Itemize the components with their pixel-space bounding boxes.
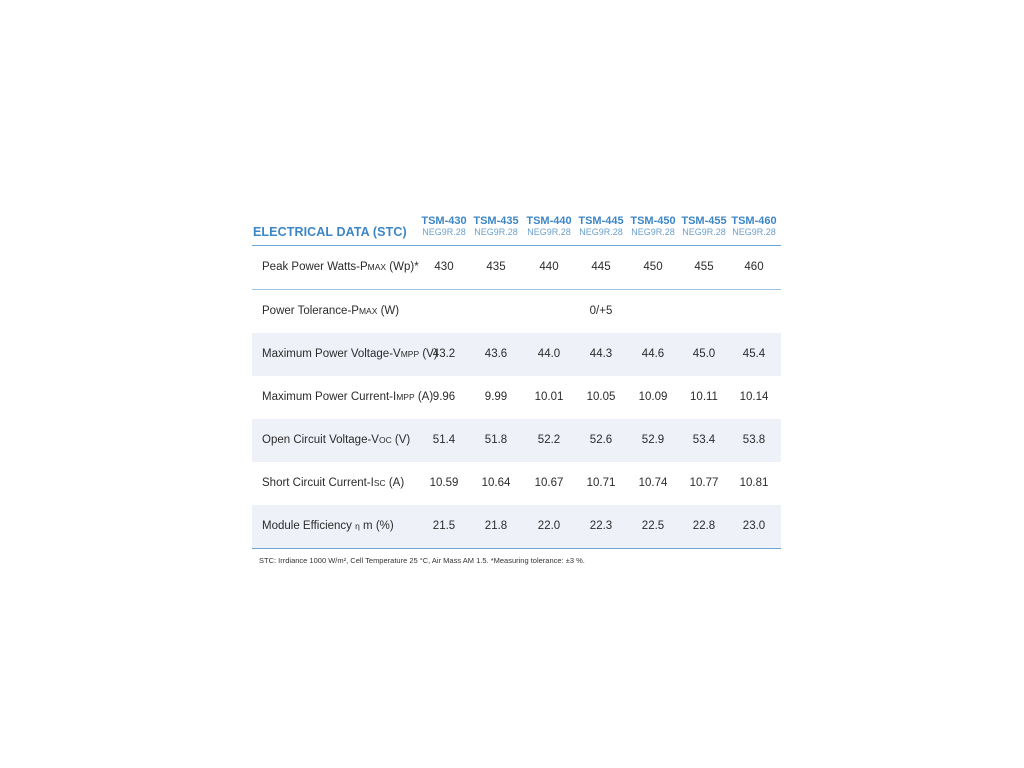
table-cell: 10.81 <box>739 477 769 489</box>
table-row <box>252 505 781 548</box>
table-cell: 45.0 <box>692 348 716 360</box>
table-cell: 44.6 <box>641 348 665 360</box>
row-label-subscript: OC <box>378 435 392 445</box>
table-cell: 22.8 <box>692 520 716 532</box>
model-name: TSM-445 <box>578 215 624 227</box>
table-row <box>252 376 781 419</box>
model-name: TSM-440 <box>526 215 572 227</box>
table-cell: 23.0 <box>742 520 766 532</box>
row-label-text: Maximum Power Voltage-V <box>262 348 401 360</box>
model-name: TSM-455 <box>681 215 727 227</box>
table-cell: 10.05 <box>586 391 616 403</box>
row-label-text: Maximum Power Current-I <box>262 391 397 403</box>
row-label-subscript: η <box>355 521 360 531</box>
table-header <box>252 213 781 246</box>
row-label-text: Peak Power Watts-P <box>262 261 368 273</box>
table-cell: 22.5 <box>641 520 665 532</box>
table-cell: 10.59 <box>429 477 459 489</box>
table-cell-spanned: 0/+5 <box>589 305 613 317</box>
row-label <box>262 505 394 548</box>
table-cell: 455 <box>694 261 714 273</box>
table-cell: 45.4 <box>742 348 766 360</box>
table-cell: 44.0 <box>537 348 561 360</box>
table-cell: 440 <box>539 261 559 273</box>
row-label-subscript: MAX <box>358 306 378 316</box>
table-cell: 53.4 <box>692 434 716 446</box>
row-label-unit: (A) <box>414 391 434 403</box>
row-label <box>262 290 399 333</box>
table-cell: 52.9 <box>641 434 665 446</box>
row-label-text: Open Circuit Voltage-V <box>262 434 379 446</box>
table-cell: 9.96 <box>432 391 456 403</box>
model-header <box>574 215 628 238</box>
table-cell: 460 <box>744 261 764 273</box>
table-row <box>252 290 781 333</box>
table-cell: 9.99 <box>484 391 508 403</box>
model-name: TSM-460 <box>731 215 777 227</box>
row-label-unit: (W) <box>377 305 400 317</box>
table-row <box>252 246 781 290</box>
table-cell: 43.6 <box>484 348 508 360</box>
table-cell: 10.67 <box>534 477 564 489</box>
row-label-unit: (Wp)* <box>386 261 419 273</box>
table-cell: 10.01 <box>534 391 564 403</box>
table-cell: 21.5 <box>432 520 456 532</box>
table-cell: 445 <box>591 261 611 273</box>
table-bottom-rule <box>252 548 781 549</box>
table-cell: 22.3 <box>589 520 613 532</box>
table-cell: 43.2 <box>432 348 456 360</box>
table-row <box>252 462 781 505</box>
table-title: ELECTRICAL DATA (STC) <box>253 225 407 239</box>
table-footnote: STC: Irrdiance 1000 W/m², Cell Temperature 25 °C, Air Mass AM 1.5. *Measuring tolerance: ±3 %. <box>259 556 585 565</box>
row-label-text: Module Efficiency <box>262 520 356 532</box>
table-cell: 10.11 <box>690 391 718 403</box>
model-variant: NEG9R.28 <box>527 227 571 237</box>
table-cell: 10.71 <box>586 477 616 489</box>
row-label-unit: m (%) <box>359 520 394 532</box>
row-label-unit: (V) <box>391 434 411 446</box>
table-cell: 52.6 <box>589 434 613 446</box>
model-header <box>417 215 471 238</box>
table-cell: 10.14 <box>739 391 769 403</box>
table-cell: 450 <box>643 261 663 273</box>
table-cell: 44.3 <box>589 348 613 360</box>
row-label-subscript: MPP <box>400 349 420 359</box>
table-cell: 52.2 <box>537 434 561 446</box>
table-cell: 10.74 <box>638 477 668 489</box>
row-label-subscript: SC <box>373 478 386 488</box>
row-label <box>262 246 419 289</box>
table-cell: 435 <box>486 261 506 273</box>
row-label-text: Power Tolerance-P <box>262 305 359 317</box>
row-label-text: Short Circuit Current-I <box>262 477 374 489</box>
table-cell: 10.09 <box>638 391 668 403</box>
table-cell: 22.0 <box>537 520 561 532</box>
model-variant: NEG9R.28 <box>474 227 518 237</box>
model-header <box>727 215 781 238</box>
table-cell: 10.64 <box>481 477 511 489</box>
model-name: TSM-450 <box>630 215 676 227</box>
model-variant: NEG9R.28 <box>579 227 623 237</box>
table-cell: 53.8 <box>742 434 766 446</box>
row-label-unit: (V) <box>419 348 438 360</box>
row-label <box>262 376 433 419</box>
model-variant: NEG9R.28 <box>682 227 726 237</box>
table-cell: 51.8 <box>484 434 508 446</box>
model-header <box>677 215 731 238</box>
table-cell: 10.77 <box>689 477 719 489</box>
model-header <box>626 215 680 238</box>
row-label-subscript: MPP <box>396 392 415 402</box>
row-label-subscript: MAX <box>367 262 387 272</box>
model-variant: NEG9R.28 <box>422 227 466 237</box>
model-name: TSM-435 <box>473 215 519 227</box>
table-cell: 430 <box>434 261 454 273</box>
table-row <box>252 419 781 462</box>
table-cell: 21.8 <box>484 520 508 532</box>
model-variant: NEG9R.28 <box>732 227 776 237</box>
row-label <box>262 419 410 462</box>
model-name: TSM-430 <box>421 215 467 227</box>
model-header <box>469 215 523 238</box>
row-label <box>262 462 404 505</box>
row-label-unit: (A) <box>385 477 405 489</box>
model-variant: NEG9R.28 <box>631 227 675 237</box>
electrical-data-table <box>252 213 781 549</box>
model-header <box>522 215 576 238</box>
row-label <box>262 333 438 376</box>
table-cell: 51.4 <box>432 434 456 446</box>
table-row <box>252 333 781 376</box>
